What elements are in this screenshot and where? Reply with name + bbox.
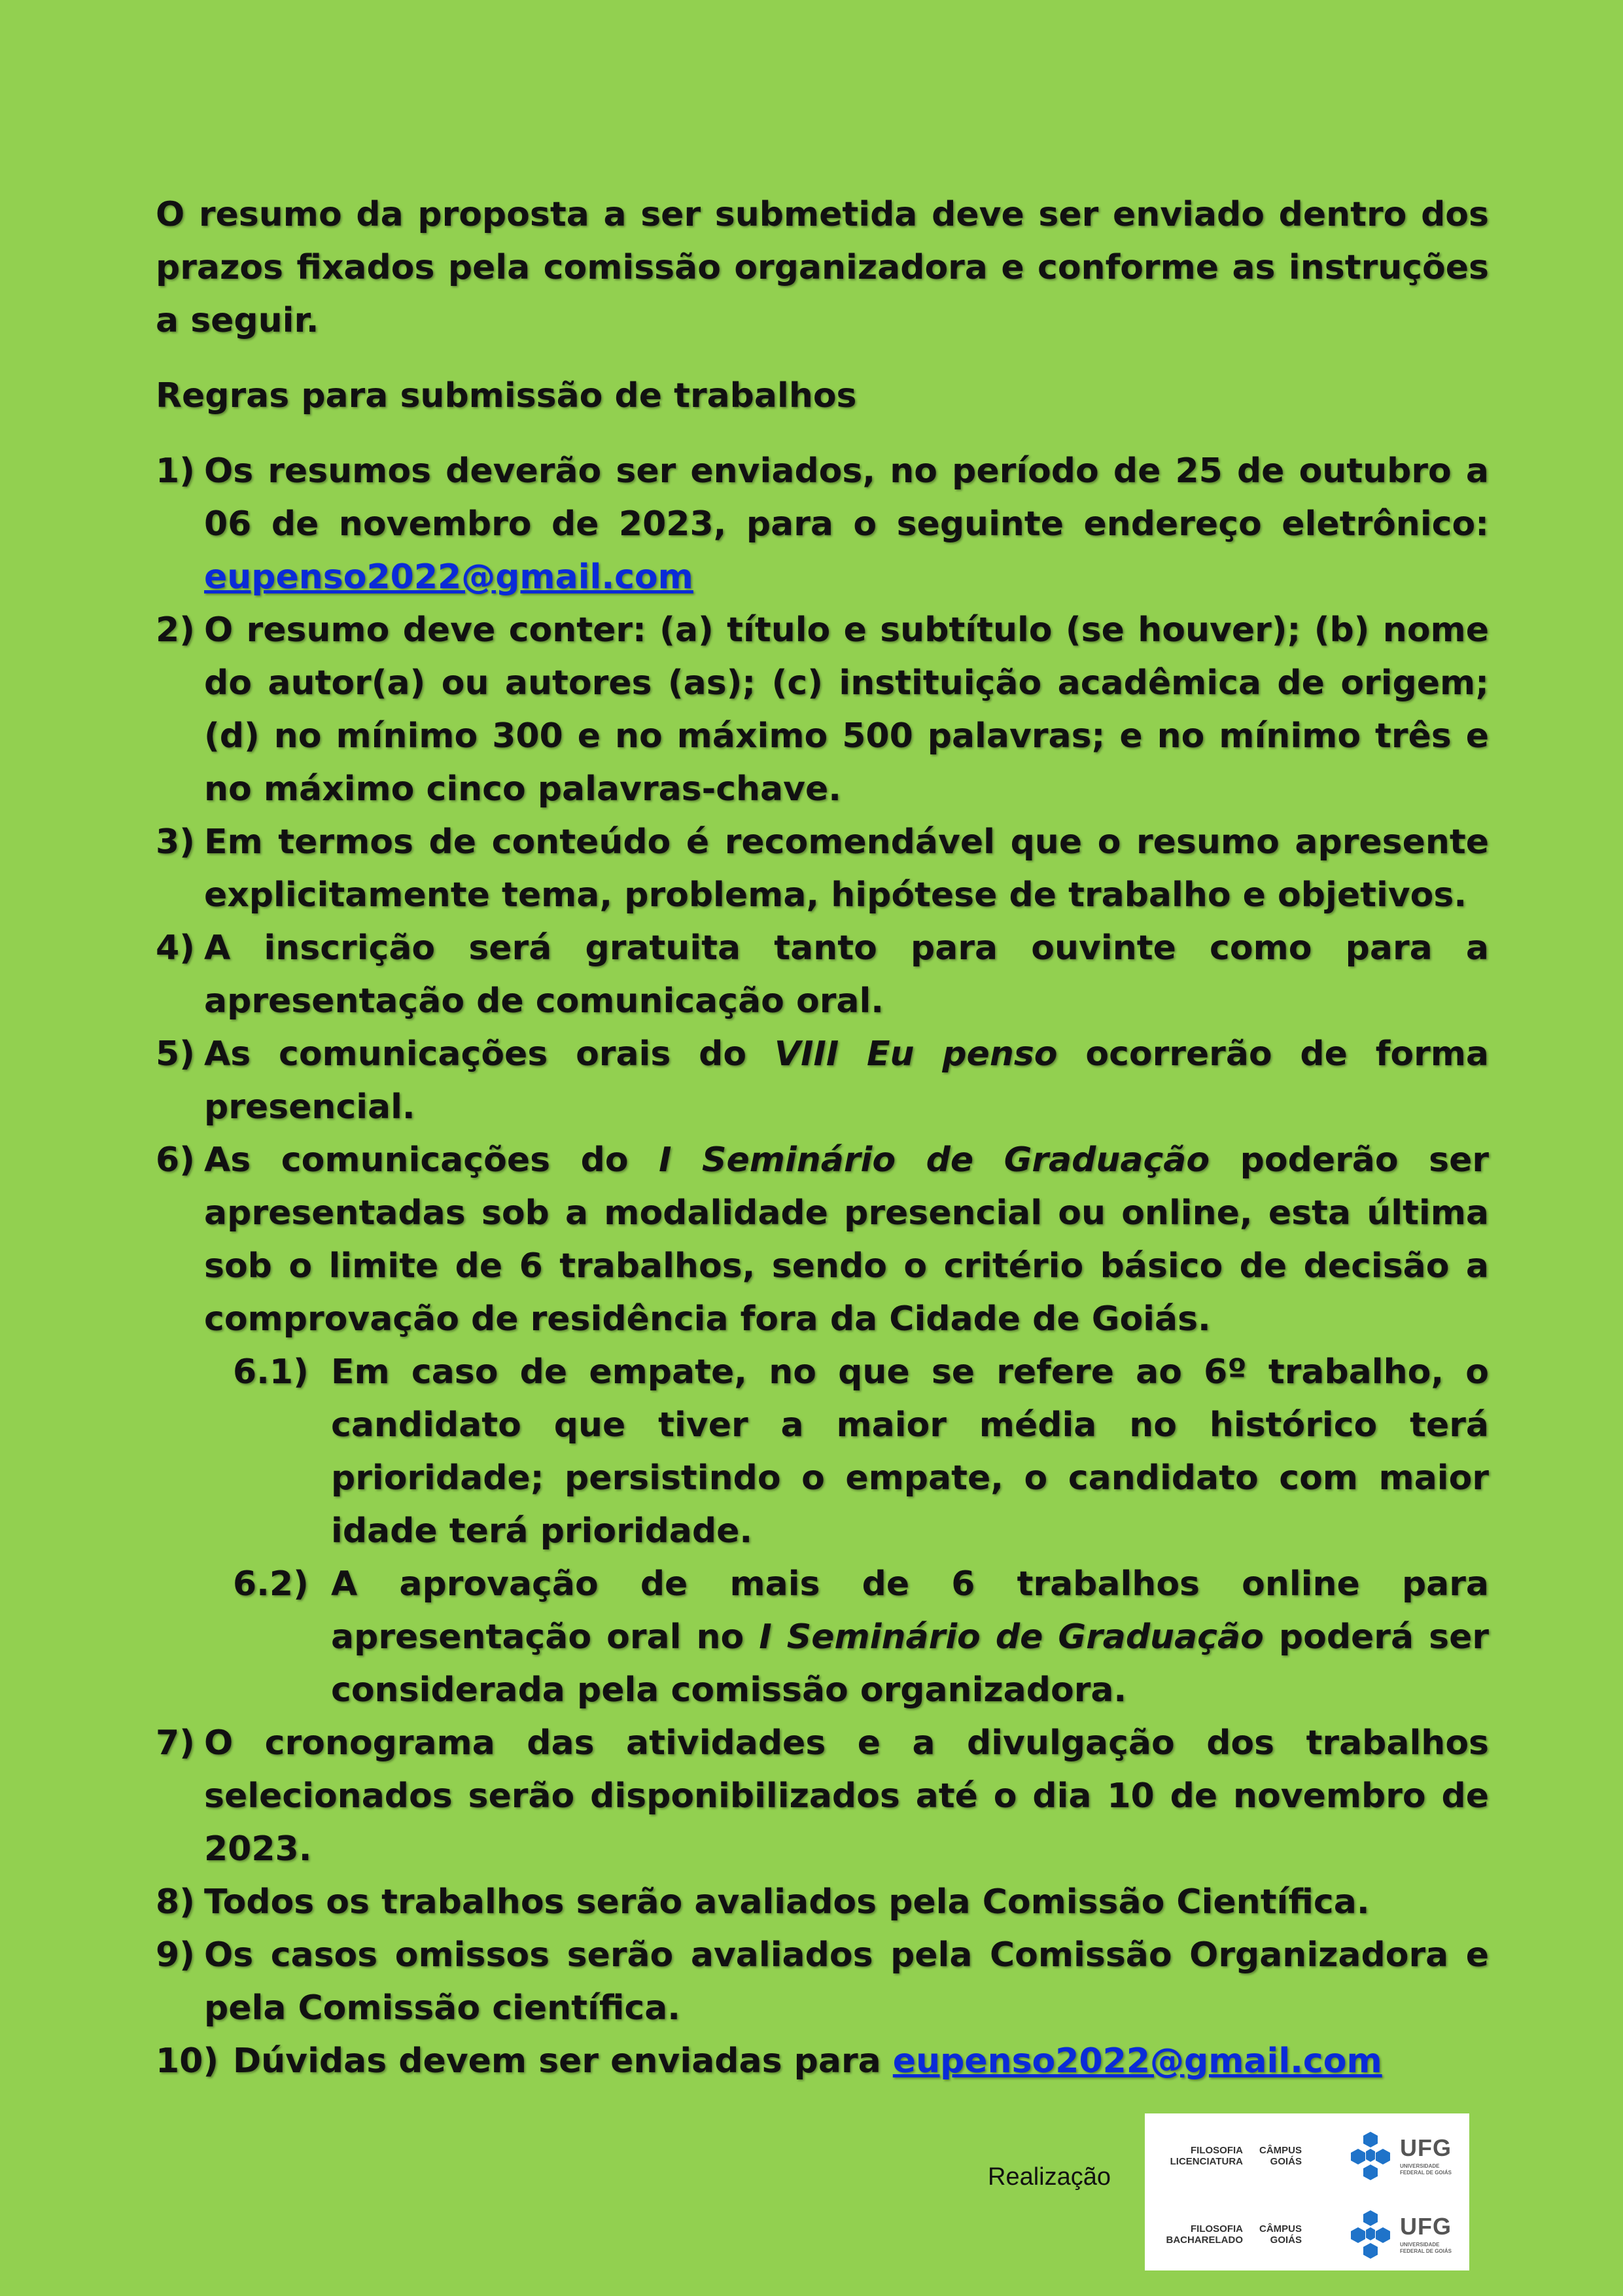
rule-6	[156, 1134, 1489, 1346]
rule-7	[156, 1717, 1489, 1876]
rule-5	[156, 1028, 1489, 1134]
rule-2	[156, 604, 1489, 816]
document-body	[156, 188, 1489, 2088]
ufg-hexagon-icon	[1345, 2129, 1396, 2181]
rule-number: 6)	[156, 1140, 195, 1180]
ufg-brand-sub: UNIVERSIDADE FEDERAL DE GOIÁS	[1400, 2163, 1452, 2176]
rule-number: 1)	[156, 451, 195, 491]
rule-3	[156, 816, 1489, 922]
ufg-brand: UFG	[1400, 2134, 1452, 2161]
rule-number: 3)	[156, 822, 195, 862]
organizer-logos	[1145, 2113, 1469, 2270]
rule-text: Em termos de conteúdo é recomendável que o resumo apresente explicitamente tema, problema, hipótese de trabalho e objetivos.	[204, 822, 1489, 915]
course-name: FILOSOFIA BACHARELADO	[1166, 2223, 1243, 2246]
event-name: I Seminário de Graduação	[759, 1617, 1264, 1657]
rule-4	[156, 922, 1489, 1028]
event-name: VIII Eu penso	[774, 1034, 1058, 1074]
rule-number: 8)	[156, 1882, 195, 1922]
ufg-brand: UFG	[1400, 2213, 1452, 2240]
rule-9	[156, 1929, 1489, 2035]
rule-text-post: ocorrerão de forma presencial.	[204, 1034, 1489, 1127]
rule-number: 7)	[156, 1723, 195, 1763]
rules-heading: Regras para submissão de trabalhos	[156, 376, 857, 415]
rule-8	[156, 1876, 1489, 1929]
rule-6-1	[156, 1346, 1489, 1558]
rule-text-post: poderá ser considerada pela comissão organizadora.	[331, 1617, 1489, 1710]
intro-paragraph: O resumo da proposta a ser submetida deve ser enviado dentro dos prazos fixados pela comissão organizadora e conforme as instruções a seguir.	[156, 195, 1489, 340]
ufg-brand-sub: UNIVERSIDADE FEDERAL DE GOIÁS	[1400, 2242, 1452, 2254]
rule-text-pre: As comunicações do	[204, 1140, 659, 1180]
email-link[interactable]: eupenso2022@gmail.com	[204, 557, 693, 597]
rule-1	[156, 445, 1489, 604]
rule-text: A inscrição será gratuita tanto para ouvinte como para a apresentação de comunicação oral.	[204, 928, 1489, 1021]
rule-text: O resumo deve conter: (a) título e subtítulo (se houver); (b) nome do autor(a) ou autores (as); (c) instituição acadêmica de origem; (d) no mínimo 300 e no máximo 500 palavras; e no mínimo três e no máximo cinco palavras-chave.	[204, 610, 1489, 809]
rule-text: Todos os trabalhos serão avaliados pela Comissão Científica.	[204, 1882, 1370, 1922]
rule-6-2	[156, 1558, 1489, 1717]
rule-text-pre: As comunicações orais do	[204, 1034, 775, 1074]
rule-number: 6.2)	[233, 1564, 309, 1604]
course-name: FILOSOFIA LICENCIATURA	[1170, 2145, 1243, 2167]
rule-number: 2)	[156, 610, 195, 650]
logo-filosofia-bacharelado	[1145, 2192, 1469, 2270]
logo-filosofia-licenciatura	[1145, 2113, 1469, 2192]
rule-text: Em caso de empate, no que se refere ao 6º trabalho, o candidato que tiver a maior média no histórico terá prioridade; persistindo o empate, o candidato com maior idade terá prioridade.	[331, 1352, 1489, 1551]
rule-text: Os resumos deverão ser enviados, no período de 25 de outubro a 06 de novembro de 2023, para o seguinte endereço eletrônico:	[204, 451, 1489, 544]
rule-text-post: poderão ser apresentadas sob a modalidade presencial ou online, esta última sob o limite de 6 trabalhos, sendo o critério básico de decisão a comprovação de residência fora da Cidade de Goiás.	[204, 1140, 1489, 1339]
realizacao-label: Realização	[988, 2163, 1111, 2191]
ufg-hexagon-icon	[1345, 2208, 1396, 2260]
rule-text: Dúvidas devem ser enviadas para	[233, 2041, 893, 2081]
rule-text: O cronograma das atividades e a divulgação dos trabalhos selecionados serão disponibilizados até o dia 10 de novembro de 2023.	[204, 1723, 1489, 1869]
email-link[interactable]: eupenso2022@gmail.com	[892, 2041, 1382, 2081]
campus-name: CÂMPUS GOIÁS	[1259, 2145, 1302, 2167]
rule-number: 6.1)	[233, 1352, 309, 1392]
rule-number: 5)	[156, 1034, 195, 1074]
rule-number: 10)	[156, 2041, 219, 2081]
campus-name: CÂMPUS GOIÁS	[1259, 2223, 1302, 2246]
rule-number: 4)	[156, 928, 195, 968]
rule-number: 9)	[156, 1935, 195, 1975]
rule-10	[156, 2035, 1489, 2088]
rule-text: Os casos omissos serão avaliados pela Comissão Organizadora e pela Comissão científica.	[204, 1935, 1489, 2028]
event-name: I Seminário de Graduação	[659, 1140, 1210, 1180]
rule-text-pre: A aprovação de mais de 6 trabalhos online para apresentação oral no	[331, 1564, 1489, 1657]
